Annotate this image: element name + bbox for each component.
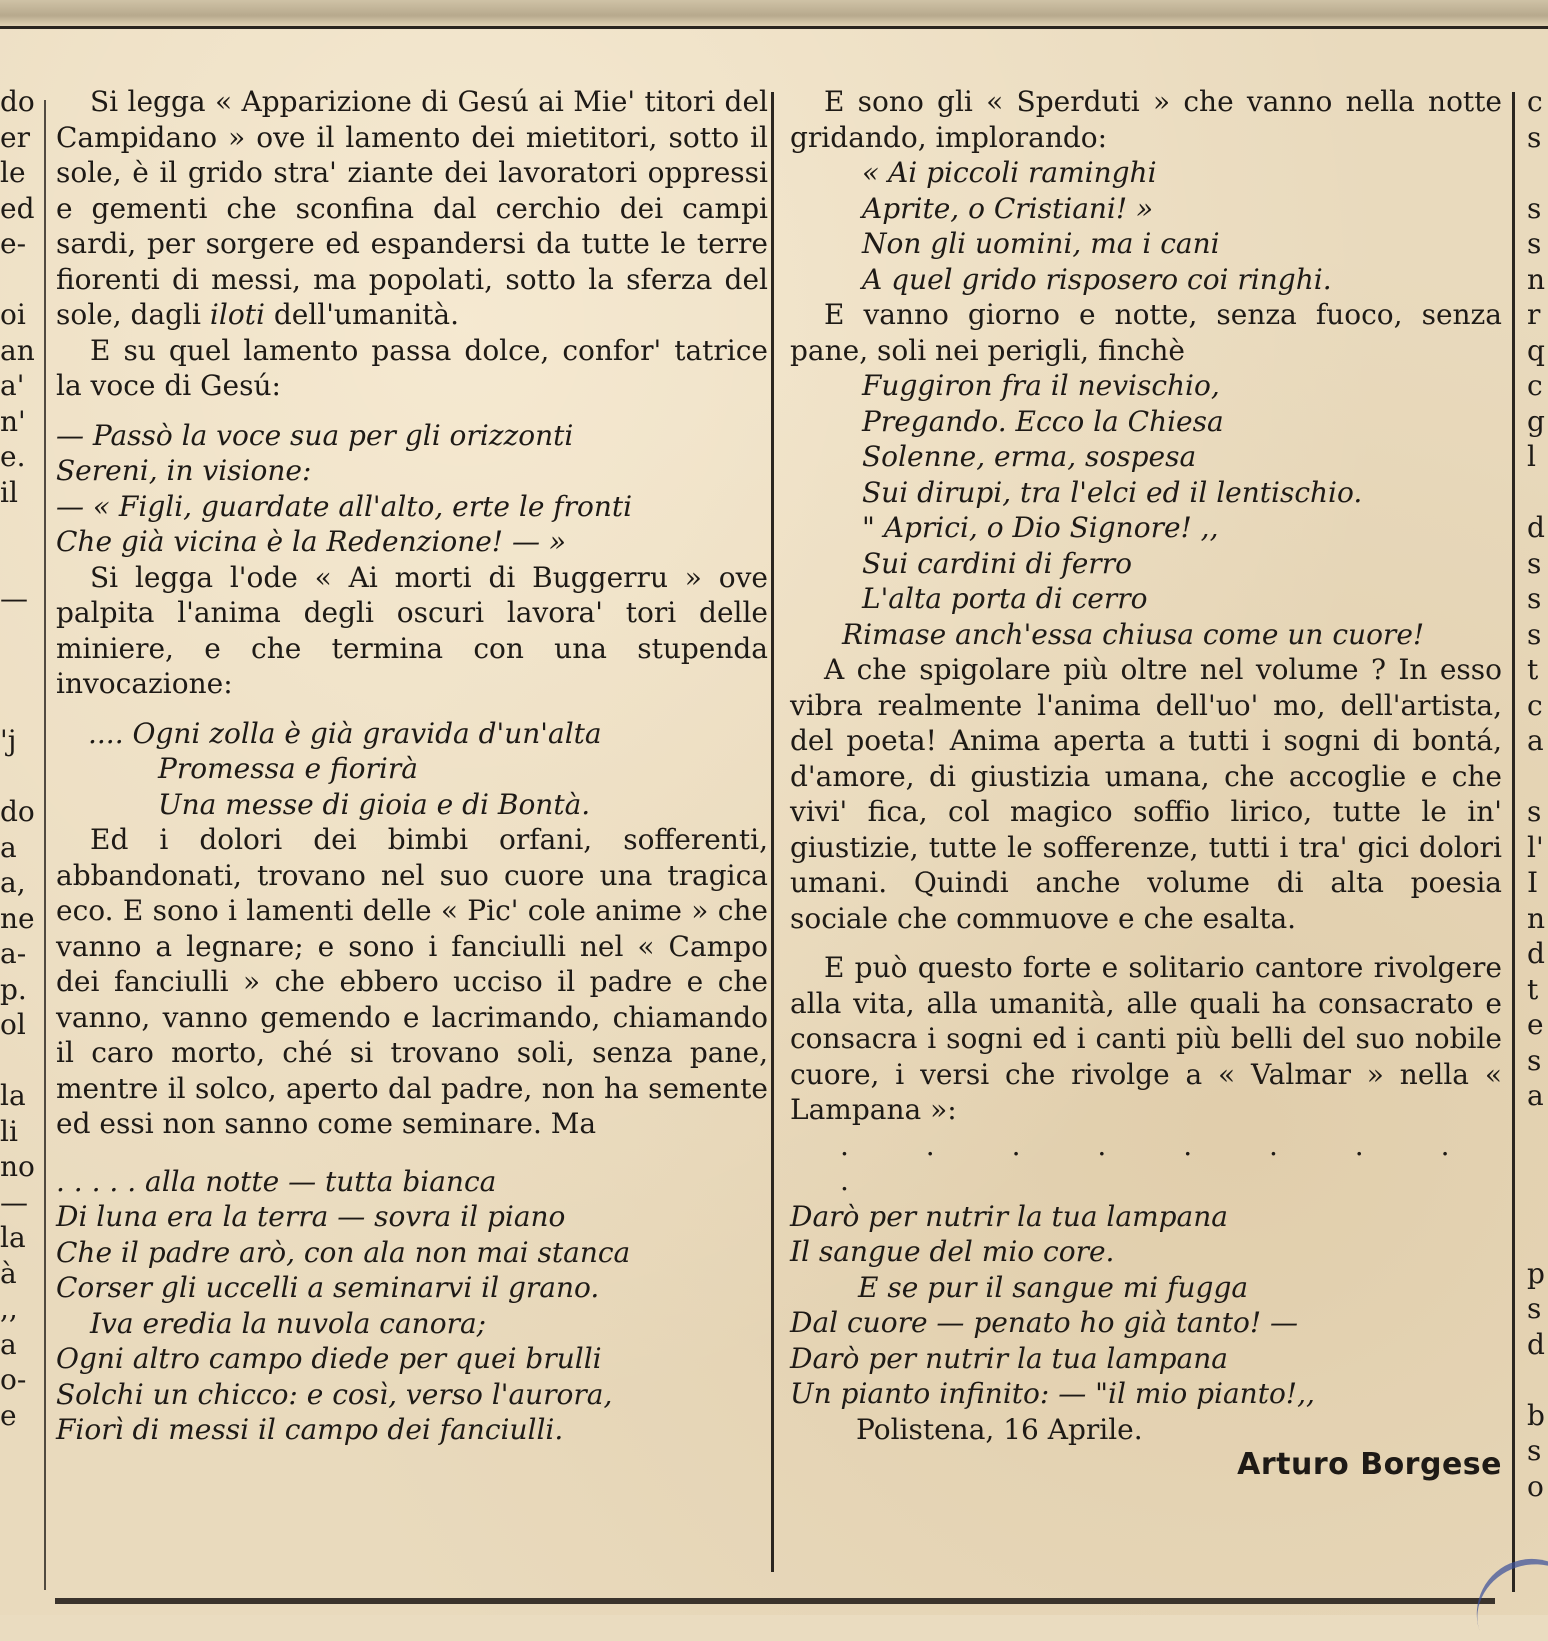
fragment-line: e- bbox=[0, 227, 27, 260]
verse-line: Corser gli uccelli a seminarvi il grano. bbox=[56, 1271, 600, 1304]
verse-line: Promessa e fiorirà bbox=[158, 752, 418, 785]
fragment-line: — bbox=[0, 1185, 28, 1219]
fragment-line: p. bbox=[0, 972, 27, 1006]
fragment-line bbox=[0, 688, 40, 724]
verse-line: Sui dirupi, tra l'elci ed il lentischio. bbox=[862, 475, 1363, 509]
left-column-rule bbox=[44, 100, 46, 1590]
italic-word: iloti bbox=[209, 298, 265, 331]
verse-line: Sereni, in visione: bbox=[56, 454, 312, 487]
fragment-line bbox=[0, 546, 40, 582]
fragment-line: s bbox=[1527, 191, 1542, 225]
verse-block bbox=[790, 155, 1502, 297]
verse-block bbox=[790, 368, 1502, 652]
fragment-line bbox=[0, 617, 40, 653]
fragment-line: la bbox=[0, 1079, 26, 1112]
fragment-line: il bbox=[0, 475, 18, 509]
fragment-line: n bbox=[1527, 901, 1546, 935]
fragment-line: er bbox=[0, 120, 30, 154]
fragment-line: l bbox=[1527, 440, 1536, 473]
verse-line: — « Figli, guardate all'alto, erte le fronti bbox=[56, 489, 633, 523]
fragment-line bbox=[1527, 1149, 1548, 1185]
verse-line: Una messe di gioia e di Bontà. bbox=[158, 787, 591, 821]
fragment-line: ne bbox=[0, 901, 35, 935]
fragment-line bbox=[1527, 1362, 1548, 1398]
fragment-line: li bbox=[0, 1114, 18, 1148]
verse-block bbox=[56, 418, 768, 560]
left-cut-column bbox=[0, 84, 40, 1433]
fragment-line: le bbox=[0, 156, 26, 189]
fragment-line: a- bbox=[0, 937, 27, 970]
text-span: dell'umanità. bbox=[273, 298, 460, 331]
verse-line: Darò per nutrir la tua lampana bbox=[790, 1341, 1228, 1375]
fragment-line: t bbox=[1527, 972, 1539, 1006]
verse-line: L'alta porta di cerro bbox=[862, 582, 1148, 615]
fragment-line bbox=[1527, 475, 1548, 511]
verse-line: Sui cardini di ferro bbox=[862, 546, 1132, 580]
fragment-line: s bbox=[1527, 795, 1542, 828]
verse-line: Fiorì di messi il campo dei fanciulli. bbox=[56, 1413, 564, 1446]
verse-line: Solchi un chicco: e così, verso l'aurora, bbox=[56, 1377, 613, 1411]
ellipsis-dots: . . . . . . . . . bbox=[840, 1128, 1484, 1197]
paragraph-spigolare: A che spigolare più oltre nel volume ? In esso vibra realmente l'anima dell'uo' mo, dell'artista, del poeta! Anima aperta a tutti i sogni di bontá, d'amore, di giustizia umana, che accoglie e che vivi' fica, col magico soffio lirico, tutte le in' giustizie, tutte le sofferenze, tutti i tra' gici dolori umani. Quindi anche volume di alta poesia sociale che commuove e che esalta. bbox=[790, 653, 1502, 935]
bottom-rule bbox=[55, 1598, 1495, 1604]
fragment-line: b bbox=[1527, 1398, 1545, 1432]
verse-line: — Passò la voce sua per gli orizzonti bbox=[56, 418, 574, 452]
verse-line: A quel grido risposero coi ringhi. bbox=[862, 262, 1332, 296]
verse-line: Un pianto infinito: — "il mio pianto!,, bbox=[790, 1377, 1315, 1410]
fragment-line bbox=[0, 262, 40, 298]
verse-line: .... Ogni zolla è già gravida d'un'alta bbox=[88, 716, 602, 750]
fragment-line: a bbox=[0, 830, 17, 864]
fragment-line: e bbox=[0, 1398, 17, 1432]
paragraph-giorno-notte: E vanno giorno e notte, senza fuoco, senza pane, soli nei perigli, finchè bbox=[790, 298, 1502, 367]
fragment-line: r bbox=[1527, 298, 1541, 331]
verse-line: Aprite, o Cristiani! » bbox=[862, 191, 1154, 225]
fragment-line: oi bbox=[0, 298, 26, 331]
fragment-line: s bbox=[1527, 1292, 1542, 1325]
middle-column-rule bbox=[771, 92, 774, 1572]
fragment-line bbox=[0, 510, 40, 546]
verse-line: Che il padre arò, con ala non mai stanca bbox=[56, 1235, 631, 1269]
verse-line: Solenne, erma, sospesa bbox=[862, 440, 1197, 473]
fragment-line: p bbox=[1527, 1256, 1545, 1290]
paragraph-apparizione bbox=[56, 84, 768, 333]
verse-line: Fuggiron fra il nevischio, bbox=[862, 369, 1220, 402]
fragment-line: I bbox=[1527, 866, 1539, 899]
fragment-line: 'j bbox=[0, 724, 17, 757]
fragment-line: ol bbox=[0, 1008, 26, 1041]
verse-block bbox=[790, 1199, 1502, 1412]
fragment-line: n' bbox=[0, 404, 26, 438]
fragment-line: d bbox=[1527, 937, 1545, 970]
verse-block bbox=[56, 716, 768, 823]
fragment-line: g bbox=[1527, 404, 1545, 438]
fragment-line bbox=[1527, 1185, 1548, 1221]
fragment-line bbox=[0, 1043, 40, 1079]
fragment-line: s bbox=[1527, 1043, 1542, 1077]
article-column-2 bbox=[790, 84, 1502, 1483]
text-span: Si legga « Apparizione di Gesú ai Mie' titori del Campidano » ove il lamento dei mietitori, sotto il sole, è il grido stra' ziante dei lavoratori oppressi e gementi che sconfina dal cerchio dei campi sardi, per sorgere ed espandersi da tutte le terre fiorenti di messi, ma popolati, sotto la sferza del sole, dagli bbox=[56, 85, 768, 331]
verse-line: Ogni altro campo diede per quei brulli bbox=[56, 1342, 602, 1375]
paragraph-cantore: E può questo forte e solitario cantore rivolgere alla vita, alla umanità, alle quali ha consacrato e consacra i sogni ed i canti più belli del suo nobile cuore, i versi che rivolge a « Valmar » nella « Lampana »: bbox=[790, 951, 1502, 1126]
author-signature: Arturo Borgese bbox=[1237, 1447, 1502, 1482]
fragment-line: no bbox=[0, 1150, 35, 1183]
fragment-line: a' bbox=[0, 369, 25, 402]
fragment-line: c bbox=[1527, 85, 1543, 118]
fragment-line: o- bbox=[0, 1363, 27, 1396]
right-column-rule bbox=[1512, 92, 1515, 1592]
fragment-line bbox=[1527, 759, 1548, 795]
dateline: Polistena, 16 Aprile. bbox=[856, 1412, 1143, 1446]
article-column-1 bbox=[56, 84, 768, 1448]
fragment-line: d bbox=[1527, 1327, 1545, 1361]
verse-line: Dal cuore — penato ho già tanto! — bbox=[790, 1306, 1299, 1339]
fragment-line: ed bbox=[0, 191, 35, 225]
fragment-line bbox=[0, 652, 40, 688]
fragment-line: — bbox=[0, 582, 28, 615]
verse-line: " Aprici, o Dio Signore! ,, bbox=[862, 511, 1219, 544]
fragment-line: do bbox=[0, 85, 35, 118]
verse-line: Pregando. Ecco la Chiesa bbox=[862, 404, 1224, 438]
fragment-line: o bbox=[1527, 1469, 1544, 1503]
paragraph-buggerru: Si legga l'ode « Ai morti di Buggerru » ove palpita l'anima degli oscuri lavora' tori delle miniere, e che termina con una stupenda invocazione: bbox=[56, 560, 768, 700]
fragment-line: t bbox=[1527, 653, 1539, 686]
fragment-line: la bbox=[0, 1221, 26, 1254]
fragment-line: s bbox=[1527, 227, 1542, 260]
fragment-line bbox=[0, 759, 40, 795]
verse-line: Di luna era la terra — sovra il piano bbox=[56, 1200, 566, 1233]
verse-line: Il sangue del mio core. bbox=[790, 1235, 1115, 1268]
fragment-line: a bbox=[1527, 1079, 1544, 1112]
verse-line: Che già vicina è la Redenzione! — » bbox=[56, 525, 566, 558]
verse-line: . . . . . alla notte — tutta bianca bbox=[56, 1164, 497, 1198]
fragment-line: s bbox=[1527, 617, 1542, 651]
verse-line: « Ai piccoli raminghi bbox=[862, 156, 1157, 189]
fragment-line: d bbox=[1527, 511, 1545, 544]
verse-line: E se pur il sangue mi fugga bbox=[858, 1270, 1249, 1304]
fragment-line: s bbox=[1527, 546, 1542, 580]
fragment-line: c bbox=[1527, 369, 1543, 402]
verse-block bbox=[56, 1164, 768, 1448]
fragment-line: a bbox=[0, 1327, 17, 1361]
top-border bbox=[0, 0, 1548, 26]
verse-line: Rimase anch'essa chiusa come un cuore! bbox=[842, 617, 1425, 651]
verse-line: Darò per nutrir la tua lampana bbox=[790, 1199, 1228, 1233]
fragment-line: à bbox=[0, 1256, 17, 1290]
verse-line: Non gli uomini, ma i cani bbox=[862, 227, 1220, 260]
fragment-line bbox=[1527, 1220, 1548, 1256]
fragment-line: s bbox=[1527, 120, 1542, 154]
fragment-line: e. bbox=[0, 440, 26, 473]
fragment-line bbox=[1527, 1114, 1548, 1150]
fragment-line: ,, bbox=[0, 1292, 18, 1325]
verse-line: Iva eredia la nuvola canora; bbox=[90, 1306, 487, 1340]
paragraph-voce-gesu: E su quel lamento passa dolce, confor' tatrice la voce di Gesú: bbox=[56, 333, 768, 402]
paragraph-orfani: Ed i dolori dei bimbi orfani, sofferenti, abbandonati, trovano nel suo cuore una tragica eco. E sono i lamenti delle « Pic' cole anime » che vanno a legnare; e sono i fanciulli nel « Campo dei fanciulli » che ebbero ucciso il padre e che vanno, vanno gemendo e lacrimando, chiamando il caro morto, ché si trovano soli, senza pane, mentre il solco, aperto dal padre, non ha semente ed essi non sanno come seminare. Ma bbox=[56, 823, 768, 1140]
top-rule bbox=[0, 26, 1548, 29]
fragment-line: s bbox=[1527, 582, 1542, 615]
fragment-line: an bbox=[0, 333, 35, 367]
fragment-line: e bbox=[1527, 1008, 1544, 1041]
fragment-line: n bbox=[1527, 262, 1546, 296]
right-cut-column bbox=[1527, 84, 1548, 1504]
fragment-line: c bbox=[1527, 688, 1543, 722]
fragment-line: l' bbox=[1527, 830, 1544, 864]
fragment-line: s bbox=[1527, 1434, 1542, 1467]
fragment-line: q bbox=[1527, 333, 1545, 367]
paragraph-sperduti: E sono gli « Sperduti » che vanno nella notte gridando, implorando: bbox=[790, 85, 1502, 154]
fragment-line: a bbox=[1527, 724, 1544, 757]
fragment-line: do bbox=[0, 795, 35, 828]
fragment-line bbox=[1527, 155, 1548, 191]
fragment-line: a, bbox=[0, 866, 26, 899]
